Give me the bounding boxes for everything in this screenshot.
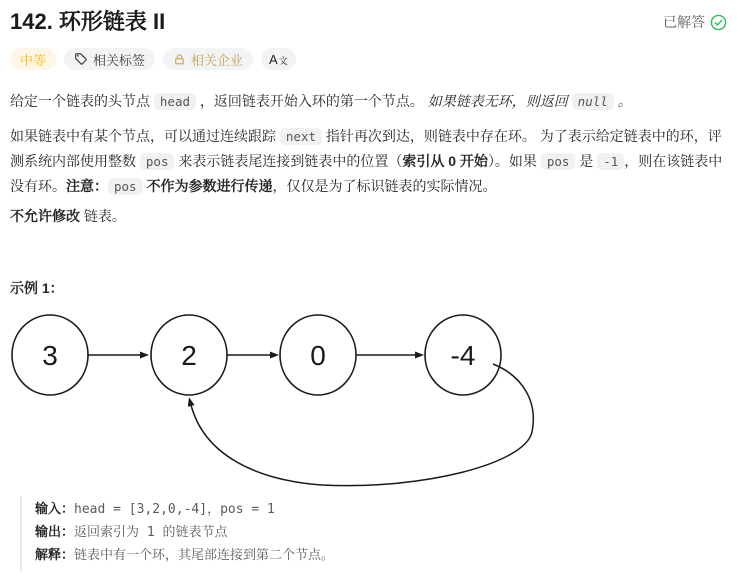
inline-code: pos [140,153,175,170]
description-paragraph-2: 如果链表中有某个节点，可以通过连续跟踪 next 指针再次到达，则链表中存在环。 为了表示给定链表中的环，评测系统内部使用整数 pos 来表示链表尾连接到链表中的位置（索引从 0 开始）。如果 pos 是 -1 ，则在该链表中没有环。注意： pos 不作为参数进行传递，仅仅是为了标识链表的实际情况。 [10,128,723,194]
node-circle-4 [425,315,501,395]
example-output-line: 输出：返回索引为 1 的链表节点 [35,524,228,540]
difficulty-badge[interactable] [10,48,56,70]
badge-row [10,48,727,70]
node-value: 2 [181,340,197,371]
check-circle-icon [710,14,727,31]
related-tags-button[interactable] [64,48,155,70]
solved-label: 已解答 [663,14,705,30]
node-circle-3 [280,315,356,395]
lock-icon [173,53,186,66]
node-circle-2 [151,315,227,395]
inline-code: head [154,93,196,110]
inline-code: next [280,128,322,145]
description-paragraph-1: 给定一个链表的头节点 head ，返回链表开始入环的第一个节点。 如果链表无环，则返回 null 。 [10,93,632,109]
header [10,8,727,35]
solved-status[interactable] [663,12,727,32]
example-1-label: 示例 1： [10,280,64,296]
tag-icon [74,52,88,66]
description-paragraph-3: 不允许修改 链表。 [10,208,126,224]
translate-toggle-button[interactable] [261,48,296,70]
node-value: 3 [42,340,58,371]
inline-code: -1 [597,153,624,170]
related-companies-button[interactable] [163,48,253,70]
inline-code: pos [541,153,576,170]
inline-code: pos [108,178,143,195]
node-value: 0 [310,340,326,371]
example-1-block [20,496,727,571]
example-input-line: 输入：head = [3,2,0,-4]，pos = 1 [35,501,275,517]
page-title: 142. 环形链表 II [10,9,166,34]
node-circle-1 [12,315,88,395]
inline-code: null [572,93,614,110]
node-value: -4 [450,340,476,371]
related-tags-label: 相关标签 [93,52,146,68]
difficulty-label: 中等 [20,52,47,68]
linked-list-cycle-diagram [10,306,727,492]
related-companies-label: 相关企业 [191,52,244,68]
example-explain-line: 解释：链表中有一个环，其尾部连接到第二个节点。 [35,547,335,563]
translate-icon: A文 [269,51,288,67]
